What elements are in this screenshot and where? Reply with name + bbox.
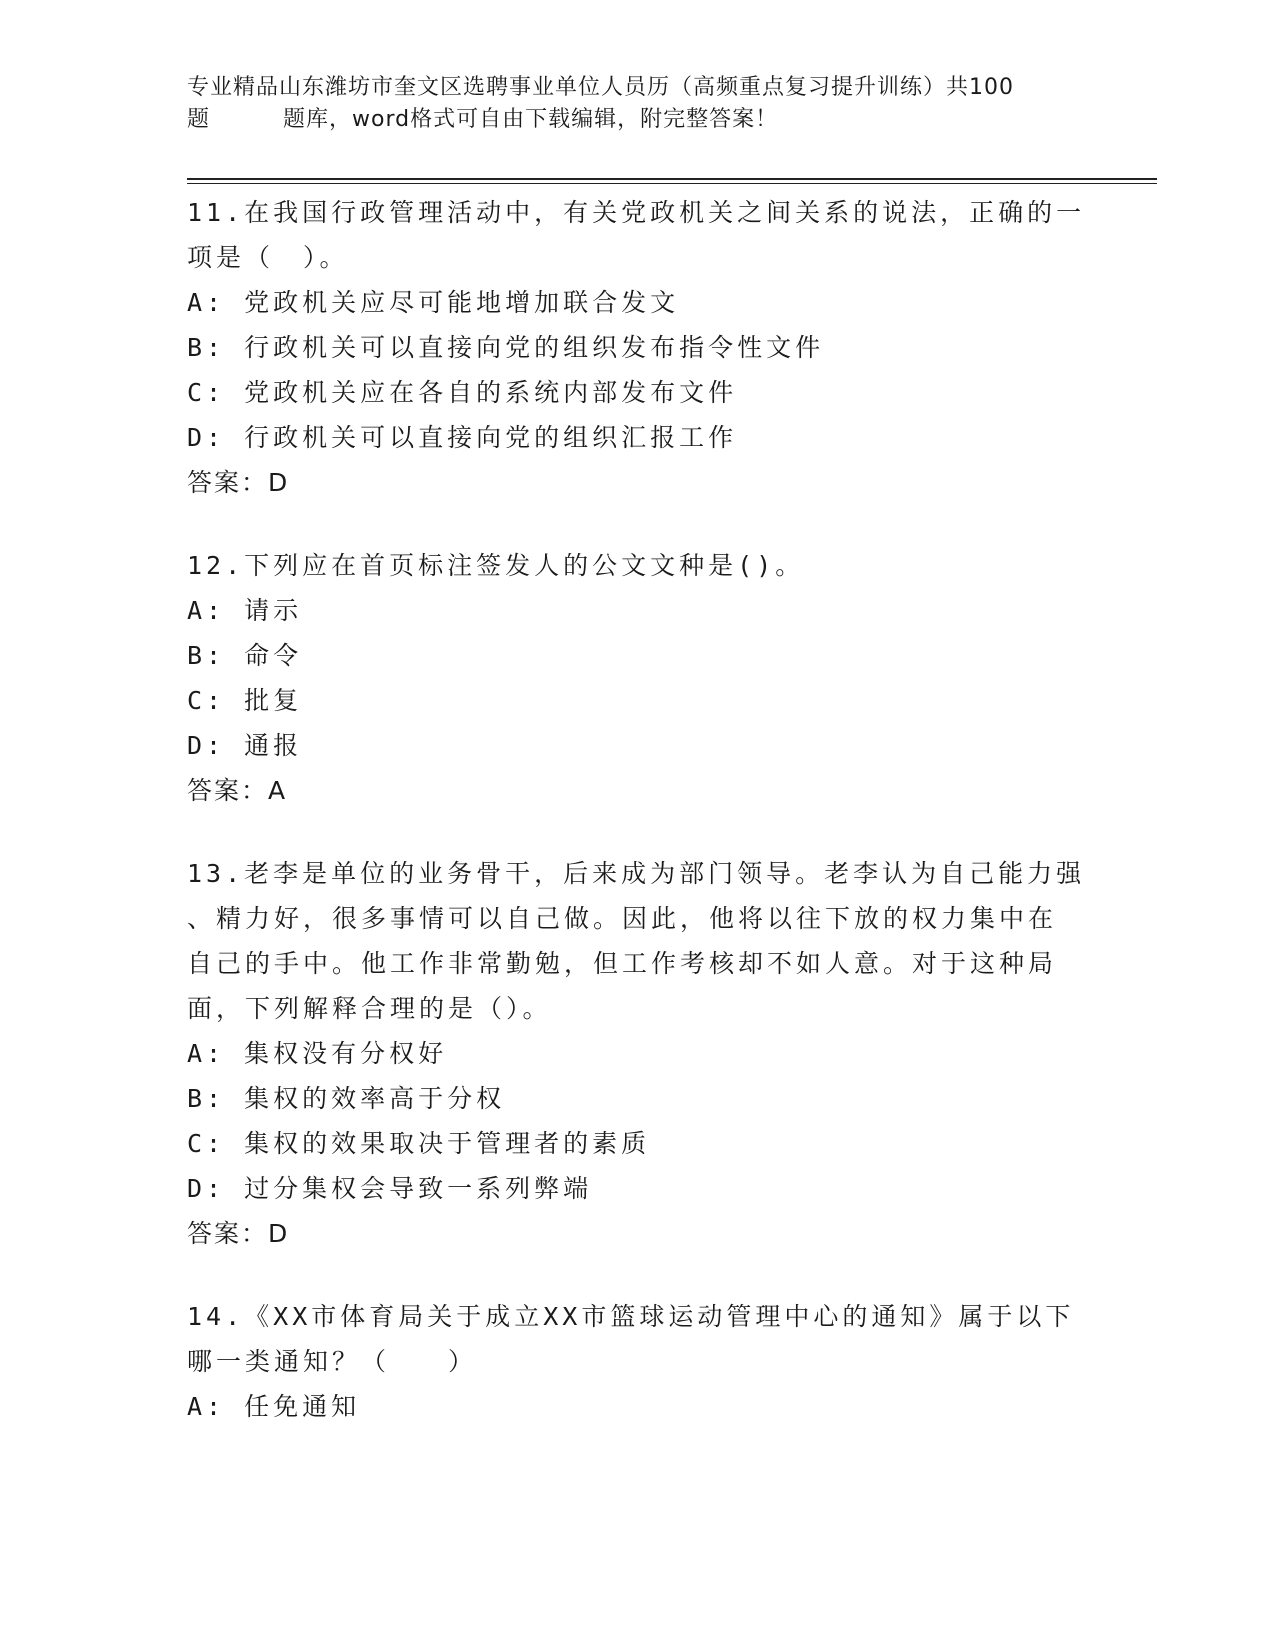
answer-option: B: 集权的效率高于分权 [187, 1084, 506, 1113]
question-text-line: 、精力好，很多事情可以自己做。因此，他将以往下放的权力集中在 [187, 904, 1058, 933]
header-title-line1: 专业精品山东潍坊市奎文区选聘事业单位人员历（高频重点复习提升训练）共100 [187, 75, 1014, 100]
document-header [187, 72, 1087, 136]
answer-option: C: 党政机关应在各自的系统内部发布文件 [187, 378, 738, 407]
answer-option: B: 命令 [187, 641, 303, 670]
answer-option: D: 过分集权会导致一系列弊端 [187, 1174, 593, 1203]
question-block [187, 1294, 1087, 1429]
question-block [187, 851, 1087, 1256]
answer-option: B: 行政机关可以直接向党的组织发布指令性文件 [187, 333, 825, 362]
question-block [187, 190, 1087, 505]
question-text-line: 12.下列应在首页标注签发人的公文文种是()。 [187, 551, 805, 580]
header-title-line2-part2: 题库，word格式可自由下载编辑，附完整答案！ [283, 107, 779, 132]
answer-option: D: 通报 [187, 731, 303, 760]
header-divider-thick [187, 178, 1157, 180]
answer-option: C: 集权的效果取决于管理者的素质 [187, 1129, 651, 1158]
question-text-line: 哪一类通知？（ ） [187, 1347, 478, 1376]
question-list [187, 190, 1087, 1467]
question-text-line: 项是（ ）。 [187, 243, 349, 272]
question-text-line: 14.《XX市体育局关于成立XX市篮球运动管理中心的通知》属于以下 [187, 1302, 1075, 1331]
answer-key: 答案：A [187, 776, 288, 805]
answer-option: D: 行政机关可以直接向党的组织汇报工作 [187, 423, 738, 452]
answer-option: A: 任免通知 [187, 1392, 361, 1421]
answer-option: A: 集权没有分权好 [187, 1039, 448, 1068]
question-text-line: 面，下列解释合理的是（）。 [187, 994, 552, 1023]
header-divider-thin [187, 183, 1157, 184]
question-text-line: 11.在我国行政管理活动中，有关党政机关之间关系的说法，正确的一 [187, 198, 1086, 227]
answer-option: A: 请示 [187, 596, 303, 625]
answer-option: C: 批复 [187, 686, 303, 715]
answer-option: A: 党政机关应尽可能地增加联合发文 [187, 288, 680, 317]
header-title-line2 [187, 104, 1087, 136]
answer-key: 答案：D [187, 468, 290, 497]
question-text-line: 13.老李是单位的业务骨干，后来成为部门领导。老李认为自己能力强 [187, 859, 1086, 888]
question-block [187, 543, 1087, 813]
answer-key: 答案：D [187, 1219, 290, 1248]
question-text-line: 自己的手中。他工作非常勤勉，但工作考核却不如人意。对于这种局 [187, 949, 1058, 978]
header-title-line2-part1: 题 [187, 107, 211, 132]
